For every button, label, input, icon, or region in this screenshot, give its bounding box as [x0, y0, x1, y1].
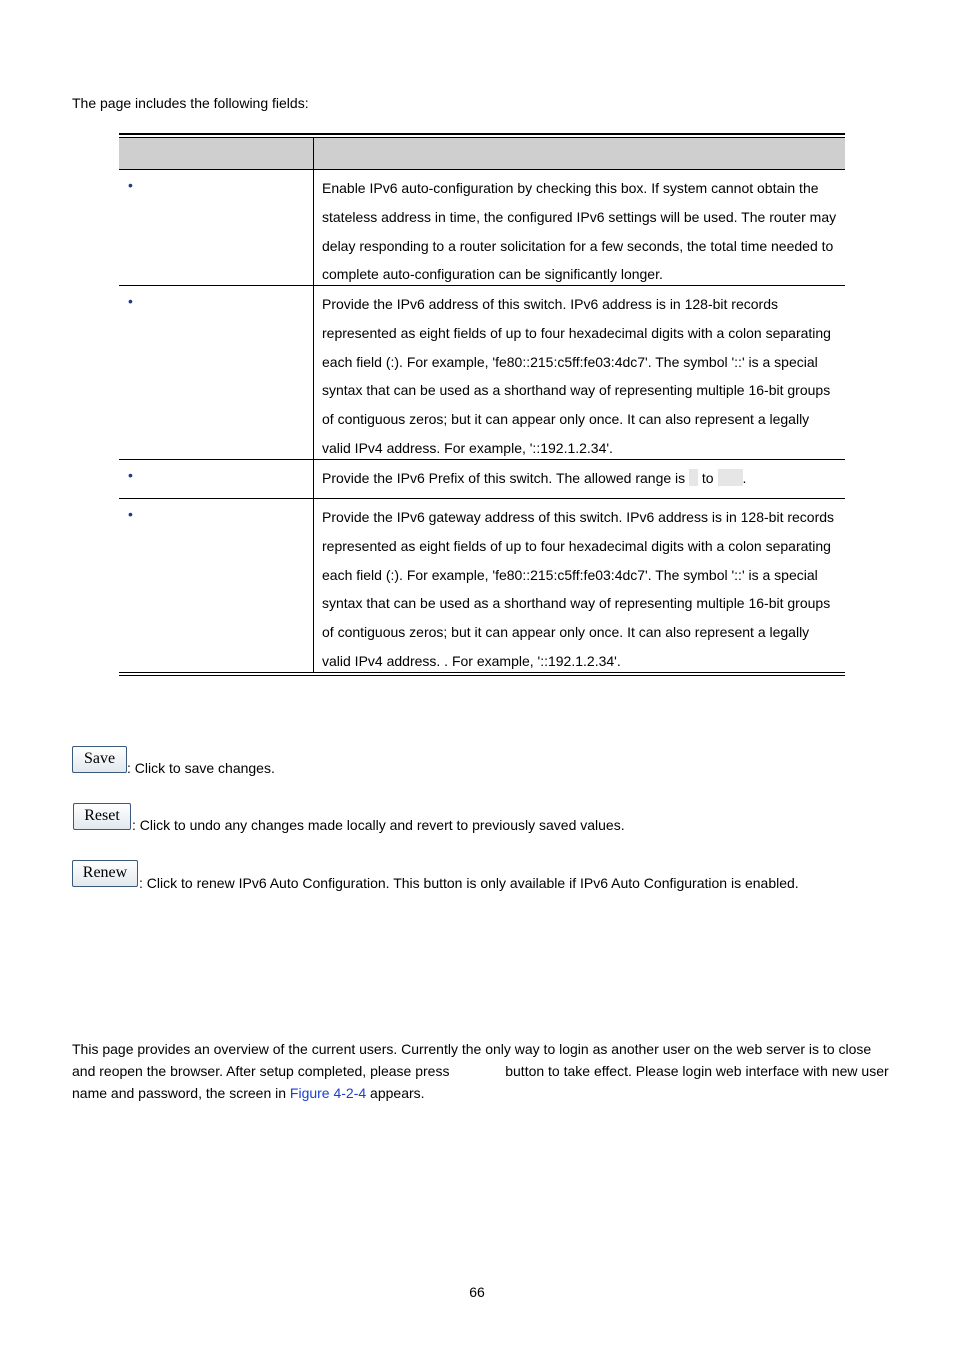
paragraph-text-2: button to take effect. Please login web interface with new user name and password, the screen in — [72, 1063, 889, 1101]
save-button[interactable]: Save — [72, 746, 127, 773]
object-cell — [119, 460, 314, 498]
description-cell: Enable IPv6 auto-configuration by checking this box. If system cannot obtain the stateless address in time, the configured IPv6 settings will be used. The router may delay responding to a router solicitation for a few seconds, the total time needed to complete auto-configuration can be significantly longer. — [322, 180, 837, 283]
renew-button-description: : Click to renew IPv6 Auto Configuration. This button is only available if IPv6 Auto Configuration is enabled. — [139, 875, 799, 891]
fields-table — [119, 133, 845, 676]
object-cell — [119, 286, 314, 459]
bullet-icon: • — [128, 293, 133, 309]
table-row — [119, 460, 845, 499]
prefix-desc-end: . — [742, 470, 747, 486]
bullet-icon: • — [128, 467, 133, 483]
reset-button[interactable]: Reset — [73, 803, 131, 830]
description-cell: Provide the IPv6 gateway address of this switch. IPv6 address is in 128-bit records represented as eight fields of up to four hexadecimal digits with a colon separating each field (:). For example, 'fe80::215:c5ff:fe03:4dc7'. The symbol '::' is a special syntax that can be used as a shorthand way of representing multiple 16-bit groups of contiguous zeros; but it can appear only once. It can also represent a legally valid IPv4 address. . For example, '::192.1.2.34'. — [322, 509, 835, 669]
intro-text: The page includes the following fields: — [72, 95, 309, 111]
save-button-description: : Click to save changes. — [127, 760, 275, 776]
header-cell-object — [119, 138, 314, 169]
paragraph-text-3: appears. — [366, 1085, 425, 1101]
prefix-desc-text: Provide the IPv6 Prefix of this switch. The allowed range is — [322, 470, 690, 486]
users-overview-paragraph — [72, 1038, 892, 1104]
object-cell — [119, 499, 314, 672]
page-number: 66 — [469, 1284, 485, 1300]
table-row — [119, 170, 845, 286]
table-header-row — [119, 137, 845, 170]
table-top-rule — [119, 133, 845, 135]
figure-link[interactable]: Figure 4-2-4 — [289, 1085, 367, 1101]
range-min-placeholder — [689, 469, 698, 486]
description-cell — [314, 460, 845, 498]
paragraph-text-1: This page provides an overview of the current users. Currently the only way to login as another user on the web server is to close and reopen the browser. After setup completed, please press — [72, 1041, 872, 1079]
bullet-icon: • — [128, 177, 133, 193]
table-row — [119, 286, 845, 460]
bullet-icon: • — [128, 506, 133, 522]
range-max-placeholder — [718, 469, 743, 486]
prefix-desc-to: to — [698, 470, 718, 486]
renew-button[interactable]: Renew — [72, 860, 138, 887]
description-cell: Provide the IPv6 address of this switch. IPv6 address is in 128-bit records represented as eight fields of up to four hexadecimal digits with a colon separating each field (:). For example, 'fe80::215:c5ff:fe03:4dc7'. The symbol '::' is a special syntax that can be used as a shorthand way of representing multiple 16-bit groups of contiguous zeros; but it can appear only once. It can also represent a legally valid IPv4 address. For example, '::192.1.2.34'. — [322, 296, 831, 456]
reset-button-description: : Click to undo any changes made locally and revert to previously saved values. — [132, 817, 625, 833]
object-cell — [119, 170, 314, 285]
table-row — [119, 499, 845, 673]
